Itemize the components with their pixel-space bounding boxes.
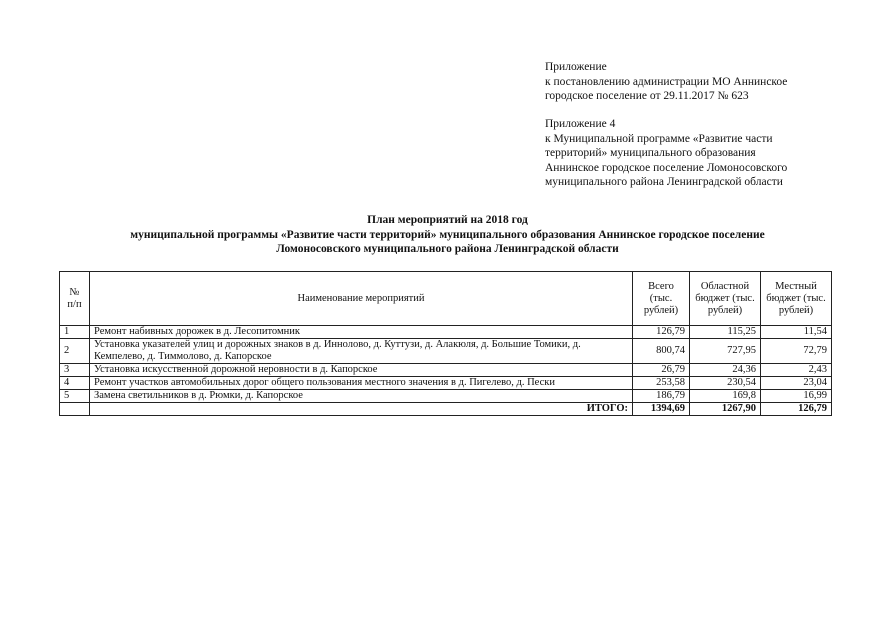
row-local: 16,99: [761, 390, 832, 403]
table-row: [60, 390, 832, 403]
header-num: № п/п: [60, 272, 90, 326]
table-row: [60, 377, 832, 390]
row-total: 800,74: [633, 339, 690, 364]
row-local: 72,79: [761, 339, 832, 364]
annex-main-line: к постановлению администрации МО Аннинское: [545, 75, 788, 88]
header-name: Наименование мероприятий: [90, 272, 633, 326]
header-total: Всего (тыс. рублей): [633, 272, 690, 326]
row-name: Ремонт участков автомобильных дорог общего пользования местного значения в д. Пигелево, д. Пески: [90, 377, 633, 390]
row-total: 26,79: [633, 364, 690, 377]
row-name: Ремонт набивных дорожек в д. Лесопитомник: [90, 326, 633, 339]
table-row: [60, 364, 832, 377]
plan-title-line: Ломоносовского муниципального района Ленинградской области: [276, 243, 619, 255]
row-local: 2,43: [761, 364, 832, 377]
total-local: 126,79: [761, 403, 832, 416]
plan-title-line: План мероприятий на 2018 год: [367, 214, 528, 226]
row-num: 2: [60, 339, 90, 364]
row-name: Установка искусственной дорожной неровности в д. Капорское: [90, 364, 633, 377]
row-num: 5: [60, 390, 90, 403]
annex-program-line: Аннинское городское поселение Ломоносовского: [545, 161, 788, 174]
plan-title-line: муниципальной программы «Развитие части территорий» муниципального образования Аннинское городское поселение: [130, 228, 765, 241]
total-sum: 1394,69: [633, 403, 690, 416]
row-total: 126,79: [633, 326, 690, 339]
row-regional: 230,54: [690, 377, 761, 390]
total-row: [60, 403, 832, 416]
plan-title: [40, 213, 855, 257]
annex-program-line: к Муниципальной программе «Развитие части: [545, 132, 773, 145]
total-regional: 1267,90: [690, 403, 761, 416]
annex-main-block: [545, 60, 835, 104]
annex-program-line: территорий» муниципального образования: [545, 147, 756, 159]
annex-main-title: Приложение: [545, 61, 607, 73]
row-total: 253,58: [633, 377, 690, 390]
plan-table: [59, 271, 832, 416]
row-num: 4: [60, 377, 90, 390]
row-name: Установка указателей улиц и дорожных знаков в д. Иннолово, д. Куттузи, д. Алакюля, д. Большие Томики, д. Кемпелево, д. Тиммолово, д. Капорское: [90, 339, 633, 364]
row-local: 11,54: [761, 326, 832, 339]
row-name: Замена светильников в д. Рюмки, д. Капорское: [90, 390, 633, 403]
total-empty-cell: [60, 403, 90, 416]
annex-program-block: [545, 117, 835, 190]
row-regional: 169,8: [690, 390, 761, 403]
header-local: Местный бюджет (тыс. рублей): [761, 272, 832, 326]
annex-main-line: городское поселение от 29.11.2017 № 623: [545, 90, 749, 102]
row-regional: 24,36: [690, 364, 761, 377]
row-total: 186,79: [633, 390, 690, 403]
row-num: 1: [60, 326, 90, 339]
total-label: ИТОГО:: [90, 403, 633, 416]
row-regional: 727,95: [690, 339, 761, 364]
annex-program-line: муниципального района Ленинградской области: [545, 176, 783, 188]
row-num: 3: [60, 364, 90, 377]
annex-program-title: Приложение 4: [545, 118, 616, 130]
header-regional: Областной бюджет (тыс. рублей): [690, 272, 761, 326]
table-row: [60, 339, 832, 364]
table-row: [60, 326, 832, 339]
row-regional: 115,25: [690, 326, 761, 339]
row-local: 23,04: [761, 377, 832, 390]
table-header-row: [60, 272, 832, 326]
